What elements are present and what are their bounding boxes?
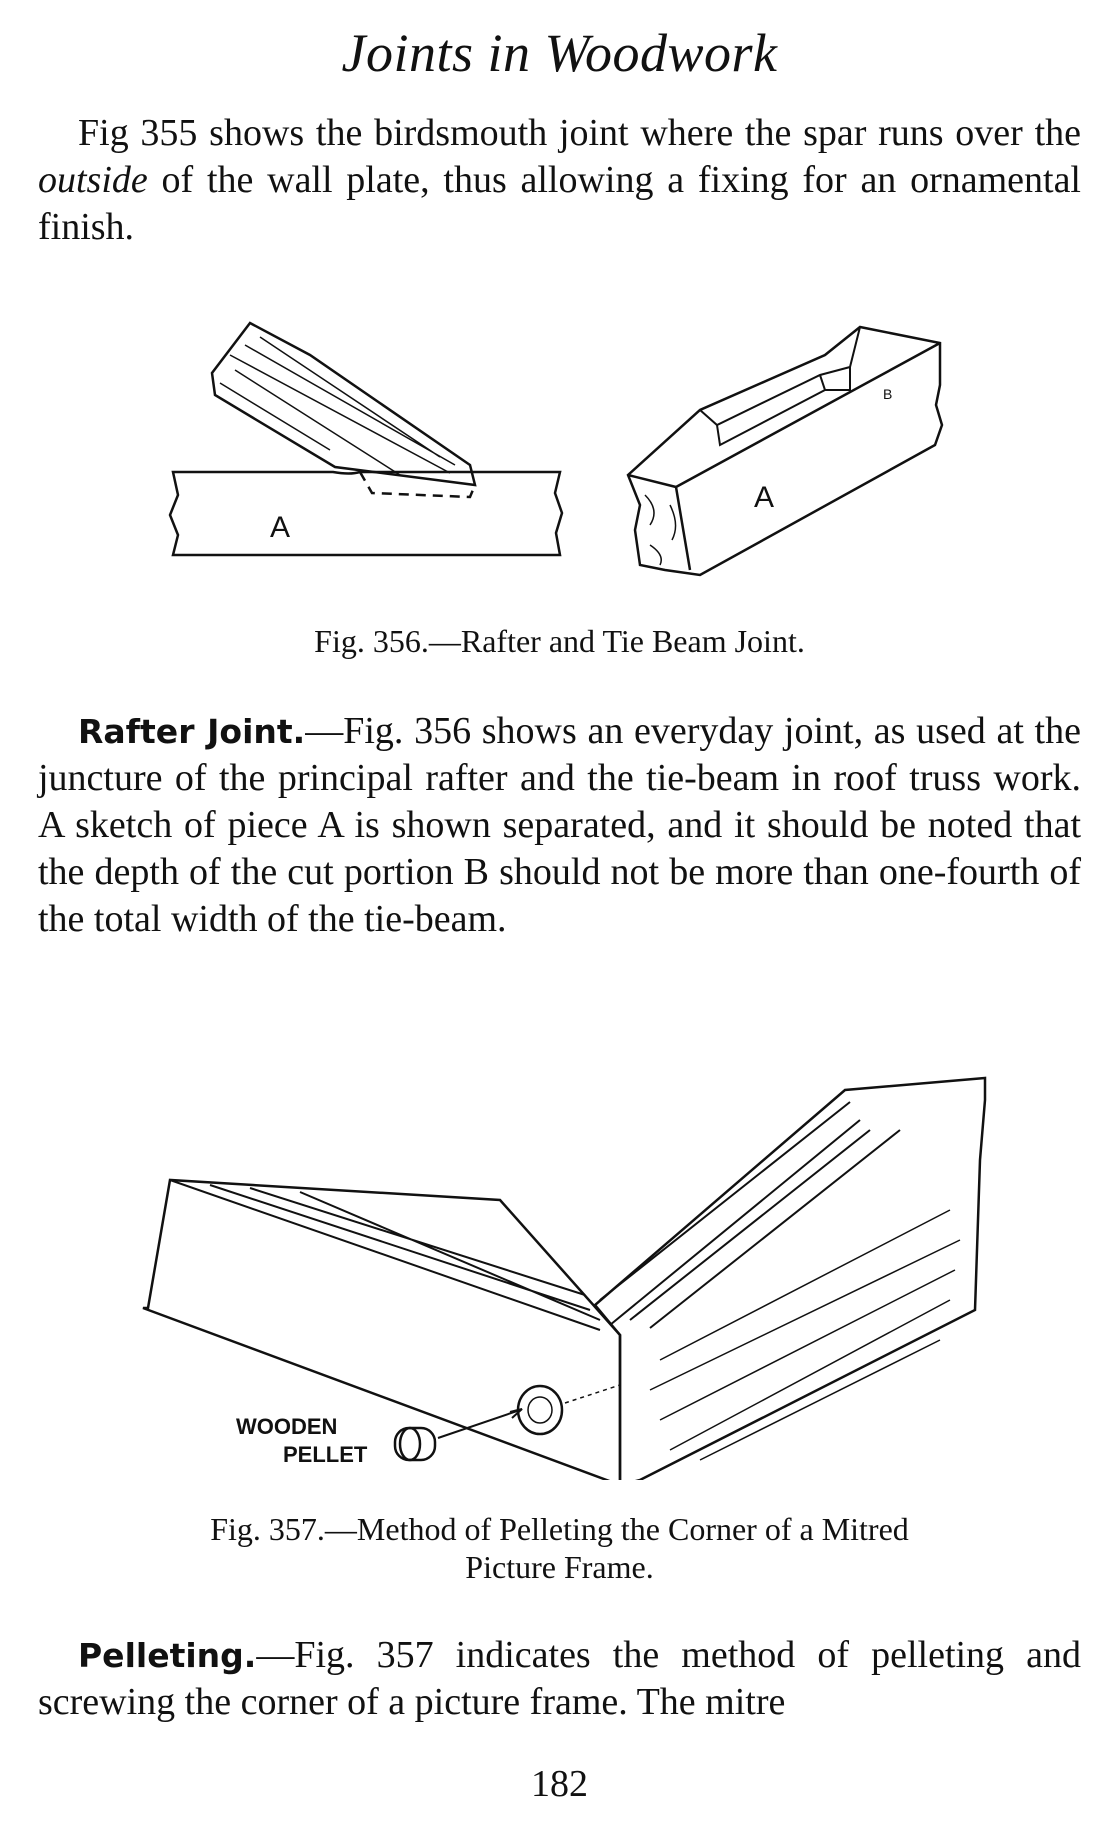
end-grain — [645, 495, 676, 565]
running-title: Joints in Woodwork — [341, 23, 778, 83]
label-wooden: WOODEN — [236, 1414, 338, 1439]
label-pellet: PELLET — [283, 1442, 368, 1467]
frame-right-grain — [650, 1210, 960, 1460]
beam-top-edge — [628, 343, 940, 487]
rafter-grain — [220, 337, 455, 475]
paragraph-rafter-joint — [38, 708, 1081, 943]
label-a-right: A — [754, 481, 775, 514]
paragraph-text: Fig 355 shows the birdsmouth joint where the spar runs over the — [78, 112, 1081, 154]
beam-end-face — [676, 487, 690, 570]
run-in-heading: Rafter Joint. — [78, 712, 306, 751]
figure-357-caption — [0, 1510, 1119, 1586]
figure-356-caption: Fig. 356.—Rafter and Tie Beam Joint. — [314, 623, 805, 659]
label-a-left: A — [270, 511, 291, 544]
pellet-hole — [518, 1386, 562, 1434]
frame-left-moulding — [170, 1180, 600, 1330]
paragraph-pelleting — [38, 1632, 1081, 1726]
frame-right-moulding — [600, 1102, 900, 1328]
frame-right-rail — [595, 1078, 985, 1480]
paragraph-text: of the wall plate, thus allowing a fixing for an ornamental finish. — [38, 159, 1081, 248]
figure-357-drawing — [0, 1060, 1119, 1480]
page-number: 182 — [531, 1763, 588, 1805]
tie-beam-piece-a — [628, 327, 942, 575]
figure-357-caption-line2: Picture Frame. — [465, 1549, 654, 1585]
label-b: B — [883, 386, 893, 402]
frame-left-rail — [143, 1180, 620, 1480]
birdsmouth-notch — [360, 472, 475, 497]
emphasis-text: outside — [38, 159, 148, 201]
paragraph-text: —Fig. 356 shows an everyday joint, as used at the juncture of the principal rafter and the tie-beam in roof truss work. A sketch of piece A is shown separated, and it should be noted that the depth of the cut portion B should not be more than one-fourth of the total width of the tie-beam. — [38, 710, 1081, 940]
figure-356-drawing — [0, 315, 1119, 615]
paragraph-text: —Fig. 357 indicates the method of pelleting and screwing the corner of a picture frame. The mitre — [38, 1634, 1081, 1723]
paragraph-birdsmouth — [38, 110, 1081, 251]
tie-beam-left — [170, 472, 562, 555]
rafter — [212, 323, 475, 485]
figure-357-caption-line1: Fig. 357.—Method of Pelleting the Corner of a Mitred — [210, 1511, 909, 1547]
run-in-heading: Pelleting. — [78, 1636, 257, 1675]
screw-line — [565, 1385, 620, 1403]
